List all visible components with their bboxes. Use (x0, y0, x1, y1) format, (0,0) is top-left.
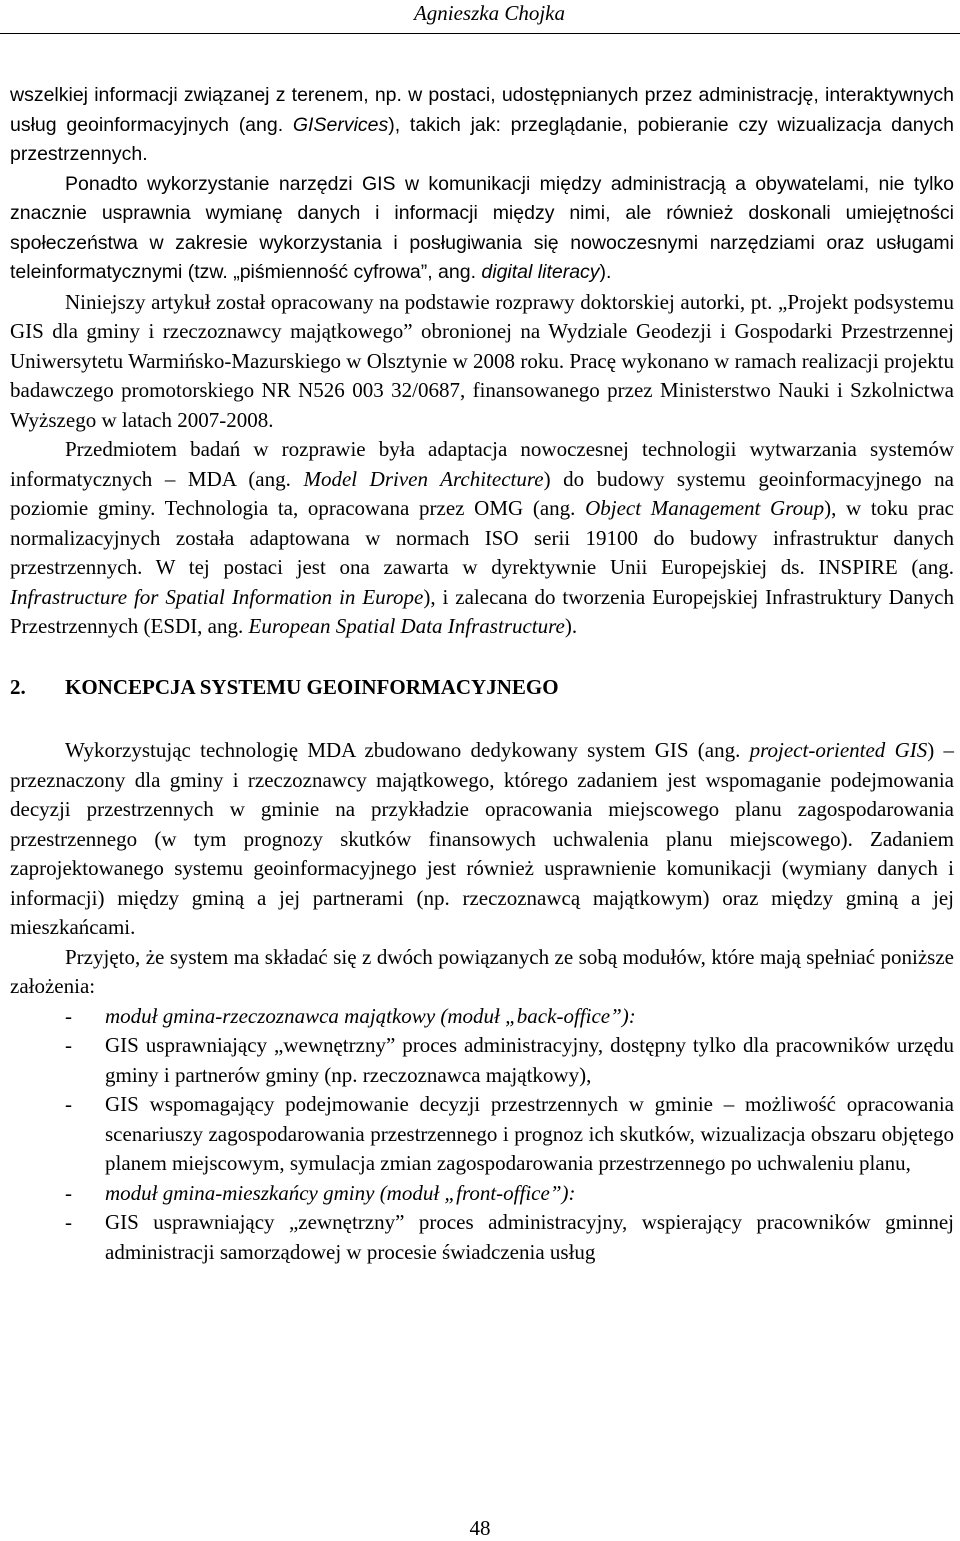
list-item-text: moduł gmina-rzeczoznawca majątkowy (moduł „back-office”): (105, 1003, 636, 1028)
text-run: ) – przeznaczony dla gminy i rzeczoznawcy majątkowego, którego zadaniem jest wspomaganie podejmowania decyzji przestrzennych w gminie na przykładzie opracowania miejscowego planu zagospodarowania przestrzennego (w tym prognozy skutków finansowych uchwalenia planu miejscowego). Zadaniem zaprojektowanego systemu geoinformacyjnego jest również usprawnienie komunikacji (wymiany danych i informacji) między gminą a jej partnerami (np. rzeczoznawcą majątkowym) oraz między gminą a jej mieszkańcami. (10, 738, 954, 939)
text-run-italic: GIServices (292, 113, 389, 136)
running-head-author: Agnieszka Chojka (413, 1, 565, 25)
text-run: ), w toku prac normalizacyjnych została adaptowana w normach ISO serii 19100 do budowy infrastruktur danych przestrzennych. W tej postaci jest ona zawarta w dyrektywnie Unii Europejskiej ds. INSPIRE (ang. (10, 496, 954, 579)
list-item (10, 1002, 954, 1032)
text-run: Przedmiotem badań w rozprawie była adaptacja nowoczesnej technologii wytwarzania systemów informatycznych – MDA (ang. (10, 437, 954, 491)
section-heading (10, 673, 954, 703)
list-dash: - (65, 1210, 72, 1234)
text-run: Przyjęto, że system ma składać się z dwóch powiązanych ze sobą modułów, które mają spełniać poniższe założenia: (10, 944, 954, 998)
text-run-italic: Model Driven Architecture (303, 466, 544, 491)
section-number: 2. (10, 674, 26, 699)
list-dash: - (65, 1092, 72, 1116)
text-run: ), i zalecana do tworzenia Europejskiej Infrastruktury Danych Przestrzennych (ESDI, ang. (10, 584, 954, 638)
list-item (10, 1208, 954, 1267)
text-run: Ponadto wykorzystanie narzędzi GIS w komunikacji między administracją a obywatelami, nie tylko znacznie usprawnia wymianę danych i informacji między nimi, ale również doskonali umiejętności społeczeństwa w zakresie wykorzystania i posługiwania się nowoczesnymi narzędziami oraz usługami teleinformatycznymi (tzw. „piśmienność cyfrowa”, ang. (10, 172, 954, 283)
paragraph-mda (10, 435, 954, 642)
text-run: ). (599, 261, 612, 283)
list-item-text: moduł gmina-mieszkańcy gminy (moduł „front-office”): (105, 1180, 576, 1205)
list-item-text: GIS usprawniający „wewnętrzny” proces administracyjny, dostępny tylko dla pracowników urzędu gminy i partnerów gminy (np. rzeczoznawca majątkowy), (105, 1033, 954, 1087)
text-run: Niniejszy artykuł został opracowany na podstawie rozprawy doktorskiej autorki, pt. „Projekt podsystemu GIS dla gminy i rzeczoznawcy majątkowego” obronionej na Wydziale Geodezji i Gospodarki Przestrzennej Uniwersytetu Warmińsko-Mazurskiego w Olsztynie w 2008 roku. Pracę wykonano w ramach realizacji projektu badawczego promotorskiego NR N526 003 32/0687, finansowanego przez Ministerstwo Nauki i Szkolnictwa Wyższego w latach 2007-2008. (10, 289, 954, 432)
text-run: wszelkiej informacji związanej z terenem, np. w postaci, udostępnianych przez administrację, interaktywnych usług geoinformacyjnych (ang. (10, 84, 954, 136)
text-run-italic: European Spatial Data Infrastructure (248, 614, 565, 638)
list-item (10, 1031, 954, 1090)
paragraph-modules-intro (10, 943, 954, 1002)
list-dash: - (65, 1033, 72, 1057)
text-run-italic: digital literacy (481, 261, 600, 283)
module-list (10, 1002, 954, 1268)
text-run: ) do budowy systemu geoinformacyjnego na poziomie gminy. Technologia ta, opracowana przez OMG (ang. (10, 466, 954, 520)
paragraph-communication (10, 170, 954, 288)
text-run: ). (564, 614, 578, 638)
list-dash: - (65, 1180, 72, 1205)
page-header (0, 0, 960, 46)
header-rule (0, 33, 960, 34)
text-run: ), takich jak: przeglądanie, pobieranie czy wizualizacja danych przestrzennych. (10, 113, 954, 165)
section-title: KONCEPCJA SYSTEMU GEOINFORMACYJNEGO (65, 674, 559, 699)
page-body (10, 81, 954, 1267)
paragraph-continued (10, 81, 954, 170)
page-number: 48 (469, 1516, 491, 1540)
text-run-italic: project-oriented GIS (749, 738, 928, 762)
text-run-italic: Object Management Group (585, 496, 825, 520)
paragraph-system-concept (10, 736, 954, 943)
paragraph-dissertation (10, 288, 954, 436)
list-item-text: GIS wspomagający podejmowanie decyzji przestrzennych w gminie – możliwość opracowania scenariuszy zagospodarowania przestrzennego i prognoz ich skutków, wizualizacja obszaru objętego planem miejscowym, symulacja zmian zagospodarowania przestrzennego po uchwaleniu planu, (105, 1092, 954, 1175)
text-run-italic: Infrastructure for Spatial Information in Europe (10, 584, 424, 609)
text-run: Wykorzystując technologię MDA zbudowano dedykowany system GIS (ang. (65, 738, 750, 762)
list-dash: - (65, 1003, 72, 1028)
list-item (10, 1179, 954, 1209)
list-item (10, 1090, 954, 1179)
list-item-text: GIS usprawniający „zewnętrzny” proces administracyjny, wspierający pracowników gminnej administracji samorządowej w procesie świadczenia usług (105, 1210, 954, 1264)
